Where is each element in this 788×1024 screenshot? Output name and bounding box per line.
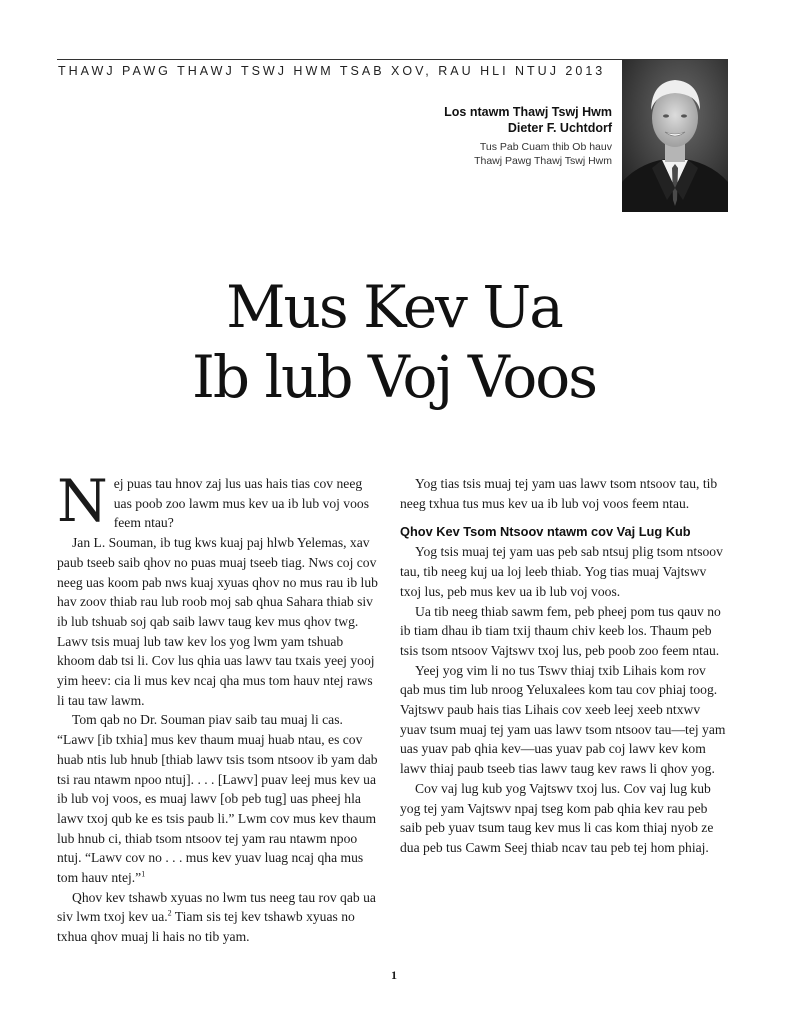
paragraph [57, 467, 383, 535]
drop-cap: N [57, 467, 108, 535]
left-column [57, 467, 383, 947]
title-line-1: Mus Kev Ua [226, 273, 562, 341]
paragraph-text: ej puas tau hnov zaj lus uas hais tias cov neeg uas poob zoo lawm mus kev ua ib lub voj voos feem ntau? [113, 476, 369, 531]
title-line-2: Ib lub Voj Voos [191, 343, 596, 411]
paragraph-text: Qhov kev tshawb xyuas no lwm tus neeg tau rov qab ua siv lwm txoj kev ua. [57, 889, 376, 925]
paragraph: Ua tib neeg thiab sawm fem, peb pheej pom tus qauv no ib tiam dhau ib tiam txij thaum chiv keeb los. Thaum peb tsis tsom ntsoov Vajtswv txoj lus, peb poob zoo feem ntau. [400, 603, 721, 658]
paragraph [57, 888, 383, 947]
paragraph: Cov vaj lug kub yog Vajtswv txoj lus. Cov vaj lug kub yog tej yam Vajtswv npaj tseg kom pab qhia kev rau peb saib peb yuav tsum taug kev mus li cas kom thiaj nyob ze dua peb tus Cawm Seej thiab ncav tau peb tej hom phiaj. [400, 780, 714, 855]
paragraph: Jan L. Souman, ib tug kws kuaj paj hlwb Yelemas, xav paub tseeb saib qhov no puas muaj tseeb tiag. Nws coj cov neeg uas koom pab nws kuaj xyuas qhov no mus rau ib lub hav zoov thiab rau lub roob moj sab qhua Sahara thiab siv ib lub tshuab soj qab saib lawv taug kev mus qhov twg. Lawv tsis muaj lub taw kev los yog lwm yam tshuab khoom dab tsi li. Cov lus qhia uas lawv tau txais yeej yooj yim heev: cia li mus kev ncaj qha mus tom hauv ntej raws li tau taw lawm. [57, 535, 378, 708]
author-prefix: Los ntawm Thawj Tswj Hwm [444, 105, 612, 119]
paragraph: Yog tias tsis muaj tej yam uas lawv tsom ntsoov tau, tib neeg txhua tus mus kev ua ib lub voj voos feem ntau. [400, 476, 718, 511]
page-number: 1 [391, 968, 397, 982]
right-column [400, 474, 727, 858]
paragraph: Yeej yog vim li no tus Tswv thiaj txib Lihais kom rov qab mus tim lub nroog Yeluxalees kom tau cov phiaj toog. Vajtswv paub hais tias Lihais cov xeeb leej xeeb ntxwv yuav tsum muaj tej yam uas lawv tsom ntsoov tau—tej yam uas yuav pab qhia kev—uas yuav pab coj lawv kev kom lawv thiaj paub tseeb tias lawv taug kev raws li qhov yog. [400, 662, 726, 777]
paragraph-text: Tiam sis tej kev tshawb xyuas no txhua qhov muaj li hais no tib yam. [57, 909, 355, 945]
author-portrait [622, 60, 728, 212]
conference-header: THAWJ PAWG THAWJ TSWJ HWM TSAB XOV, RAU HLI NTUJ 2013 [58, 64, 606, 78]
footnote-marker: 1 [141, 869, 146, 879]
paragraph-text: Tom qab no Dr. Souman piav saib tau muaj li cas. “Lawv [ib txhia] mus kev thaum muaj huab ntau, es cov huab ntis lub hnub [thiab lawv tsis tsom ntsoov ib yam dab tsi rau ntawm npoo ntuj]. . . . [Lawv] puav leej mus kev ua ib lub voj voos, es muaj lawv [ob peb tug] uas pheej hla lawv txoj qub ke es tsis paub li.” Lwm cov mus kev thaum lub hnub ci, thiab tsom ntsoov tej yam rau ntawm npoo ntuj. “Lawv cov no . . . mus kev yuav luag ncaj qha mus tom hauv ntej.” [57, 712, 378, 886]
author-role-line2: Thawj Pawg Thawj Tswj Hwm [474, 155, 612, 167]
footnote-marker: 2 [167, 908, 172, 918]
section-heading: Qhov Kev Tsom Ntsoov ntawm cov Vaj Lug Kub [400, 524, 691, 540]
paragraph: Yog tsis muaj tej yam uas peb sab ntsuj plig tsom ntsoov tau, tib neeg kuj ua loj leeb thiab. Yog tias muaj Vajtswv txoj lus, peb mus kev ua ib lub voj voos. [400, 544, 723, 599]
article-title [0, 272, 788, 412]
author-name: Dieter F. Uchtdorf [507, 121, 612, 135]
author-block [444, 104, 612, 168]
author-role-line1: Tus Pab Cuam thib Ob hauv [479, 141, 612, 153]
paragraph [57, 710, 383, 887]
